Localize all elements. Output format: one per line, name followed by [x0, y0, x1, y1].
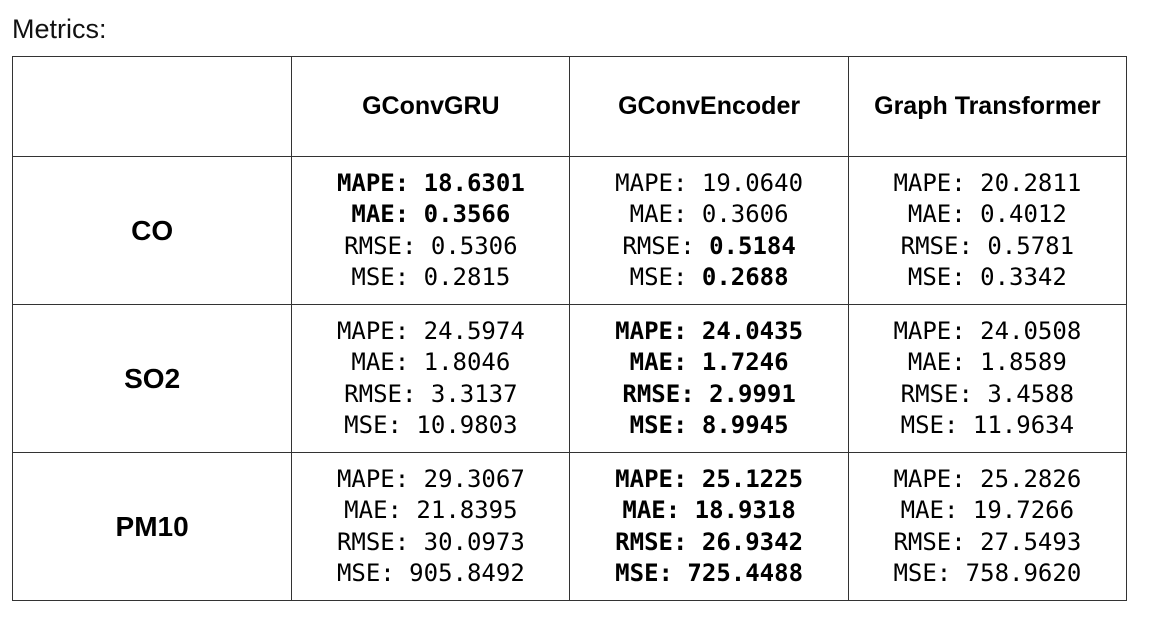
metric-label: RMSE: — [622, 231, 710, 260]
metrics-cell-so2-gconvgru — [292, 305, 570, 453]
metric-line: RMSE: 2.9991 — [622, 379, 796, 408]
table-row-so2 — [13, 305, 1127, 453]
metric-value: 0.5184 — [709, 231, 796, 260]
metric-line: RMSE: 26.9342 — [615, 527, 804, 556]
metric-line: MSE: 8.9945 — [629, 411, 789, 439]
corner-cell — [13, 57, 292, 157]
metrics-table — [12, 56, 1127, 601]
column-header-gconvencoder: GConvEncoder — [570, 57, 848, 157]
metric-line: MAE: 21.8395 — [344, 496, 518, 524]
metric-line: RMSE: 30.0973 — [336, 527, 525, 556]
metrics-cell-co-graph-transformer — [848, 157, 1126, 305]
page-heading: Metrics: — [12, 14, 107, 44]
metric-line: MSE: 905.8492 — [336, 559, 525, 587]
metric-line: MSE: 0.2815 — [351, 263, 511, 291]
metric-line: MAE: 1.7246 — [629, 348, 789, 376]
metric-line: MAPE: 18.6301 — [336, 168, 525, 197]
metric-line — [630, 262, 789, 294]
metric-line: MAPE: 19.0640 — [615, 168, 804, 197]
metric-line: MAPE: 24.0435 — [615, 316, 804, 345]
metric-line: MAPE: 24.0508 — [893, 316, 1082, 345]
metrics-cell-pm10-gconvgru — [292, 453, 570, 601]
column-header-graph-transformer: Graph Transformer — [848, 57, 1126, 157]
table-header-row — [13, 57, 1127, 157]
row-header-so2: SO2 — [13, 305, 292, 453]
metric-label: MSE: — [629, 263, 702, 291]
row-header-pm10: PM10 — [13, 453, 292, 601]
metric-line: RMSE: 3.4588 — [900, 379, 1075, 408]
row-header-co: CO — [13, 157, 292, 305]
metric-line: MSE: 725.4488 — [615, 559, 804, 587]
metric-value: 0.2688 — [701, 263, 789, 291]
metric-line: MAE: 0.3566 — [351, 200, 511, 228]
metric-line: MAPE: 25.1225 — [615, 464, 804, 493]
metric-line: MSE: 11.9634 — [900, 411, 1075, 439]
table-row-pm10 — [13, 453, 1127, 601]
metric-line: MAPE: 25.2826 — [893, 464, 1082, 493]
metric-line: RMSE: 0.5781 — [900, 231, 1075, 260]
metric-line: MAE: 0.3606 — [629, 200, 789, 228]
metric-line: RMSE: 0.5306 — [344, 231, 518, 260]
metric-line: MAE: 1.8589 — [907, 348, 1067, 376]
metrics-cell-pm10-graph-transformer — [848, 453, 1126, 601]
metric-line: RMSE: 27.5493 — [893, 527, 1082, 556]
table-row-co — [13, 157, 1127, 305]
metric-line: MAE: 18.9318 — [622, 496, 796, 524]
metric-line: MAPE: 24.5974 — [336, 316, 525, 345]
metric-line: MAPE: 20.2811 — [893, 168, 1082, 197]
metric-line: RMSE: 3.3137 — [344, 379, 518, 408]
metric-line: MAE: 1.8046 — [351, 348, 511, 376]
metric-line: MSE: 10.9803 — [344, 411, 518, 439]
metric-line: MAE: 0.4012 — [907, 200, 1067, 228]
metric-line: MSE: 758.9620 — [893, 559, 1082, 587]
metric-line — [622, 231, 795, 263]
column-header-gconvgru: GConvGRU — [292, 57, 570, 157]
metrics-cell-pm10-gconvencoder — [570, 453, 848, 601]
metric-line: MAE: 19.7266 — [900, 496, 1075, 524]
metrics-cell-so2-graph-transformer — [848, 305, 1126, 453]
metrics-cell-so2-gconvencoder — [570, 305, 848, 453]
metrics-cell-co-gconvencoder — [570, 157, 848, 305]
metric-line: MAPE: 29.3067 — [336, 464, 525, 493]
metrics-cell-co-gconvgru — [292, 157, 570, 305]
metric-line: MSE: 0.3342 — [907, 263, 1067, 291]
